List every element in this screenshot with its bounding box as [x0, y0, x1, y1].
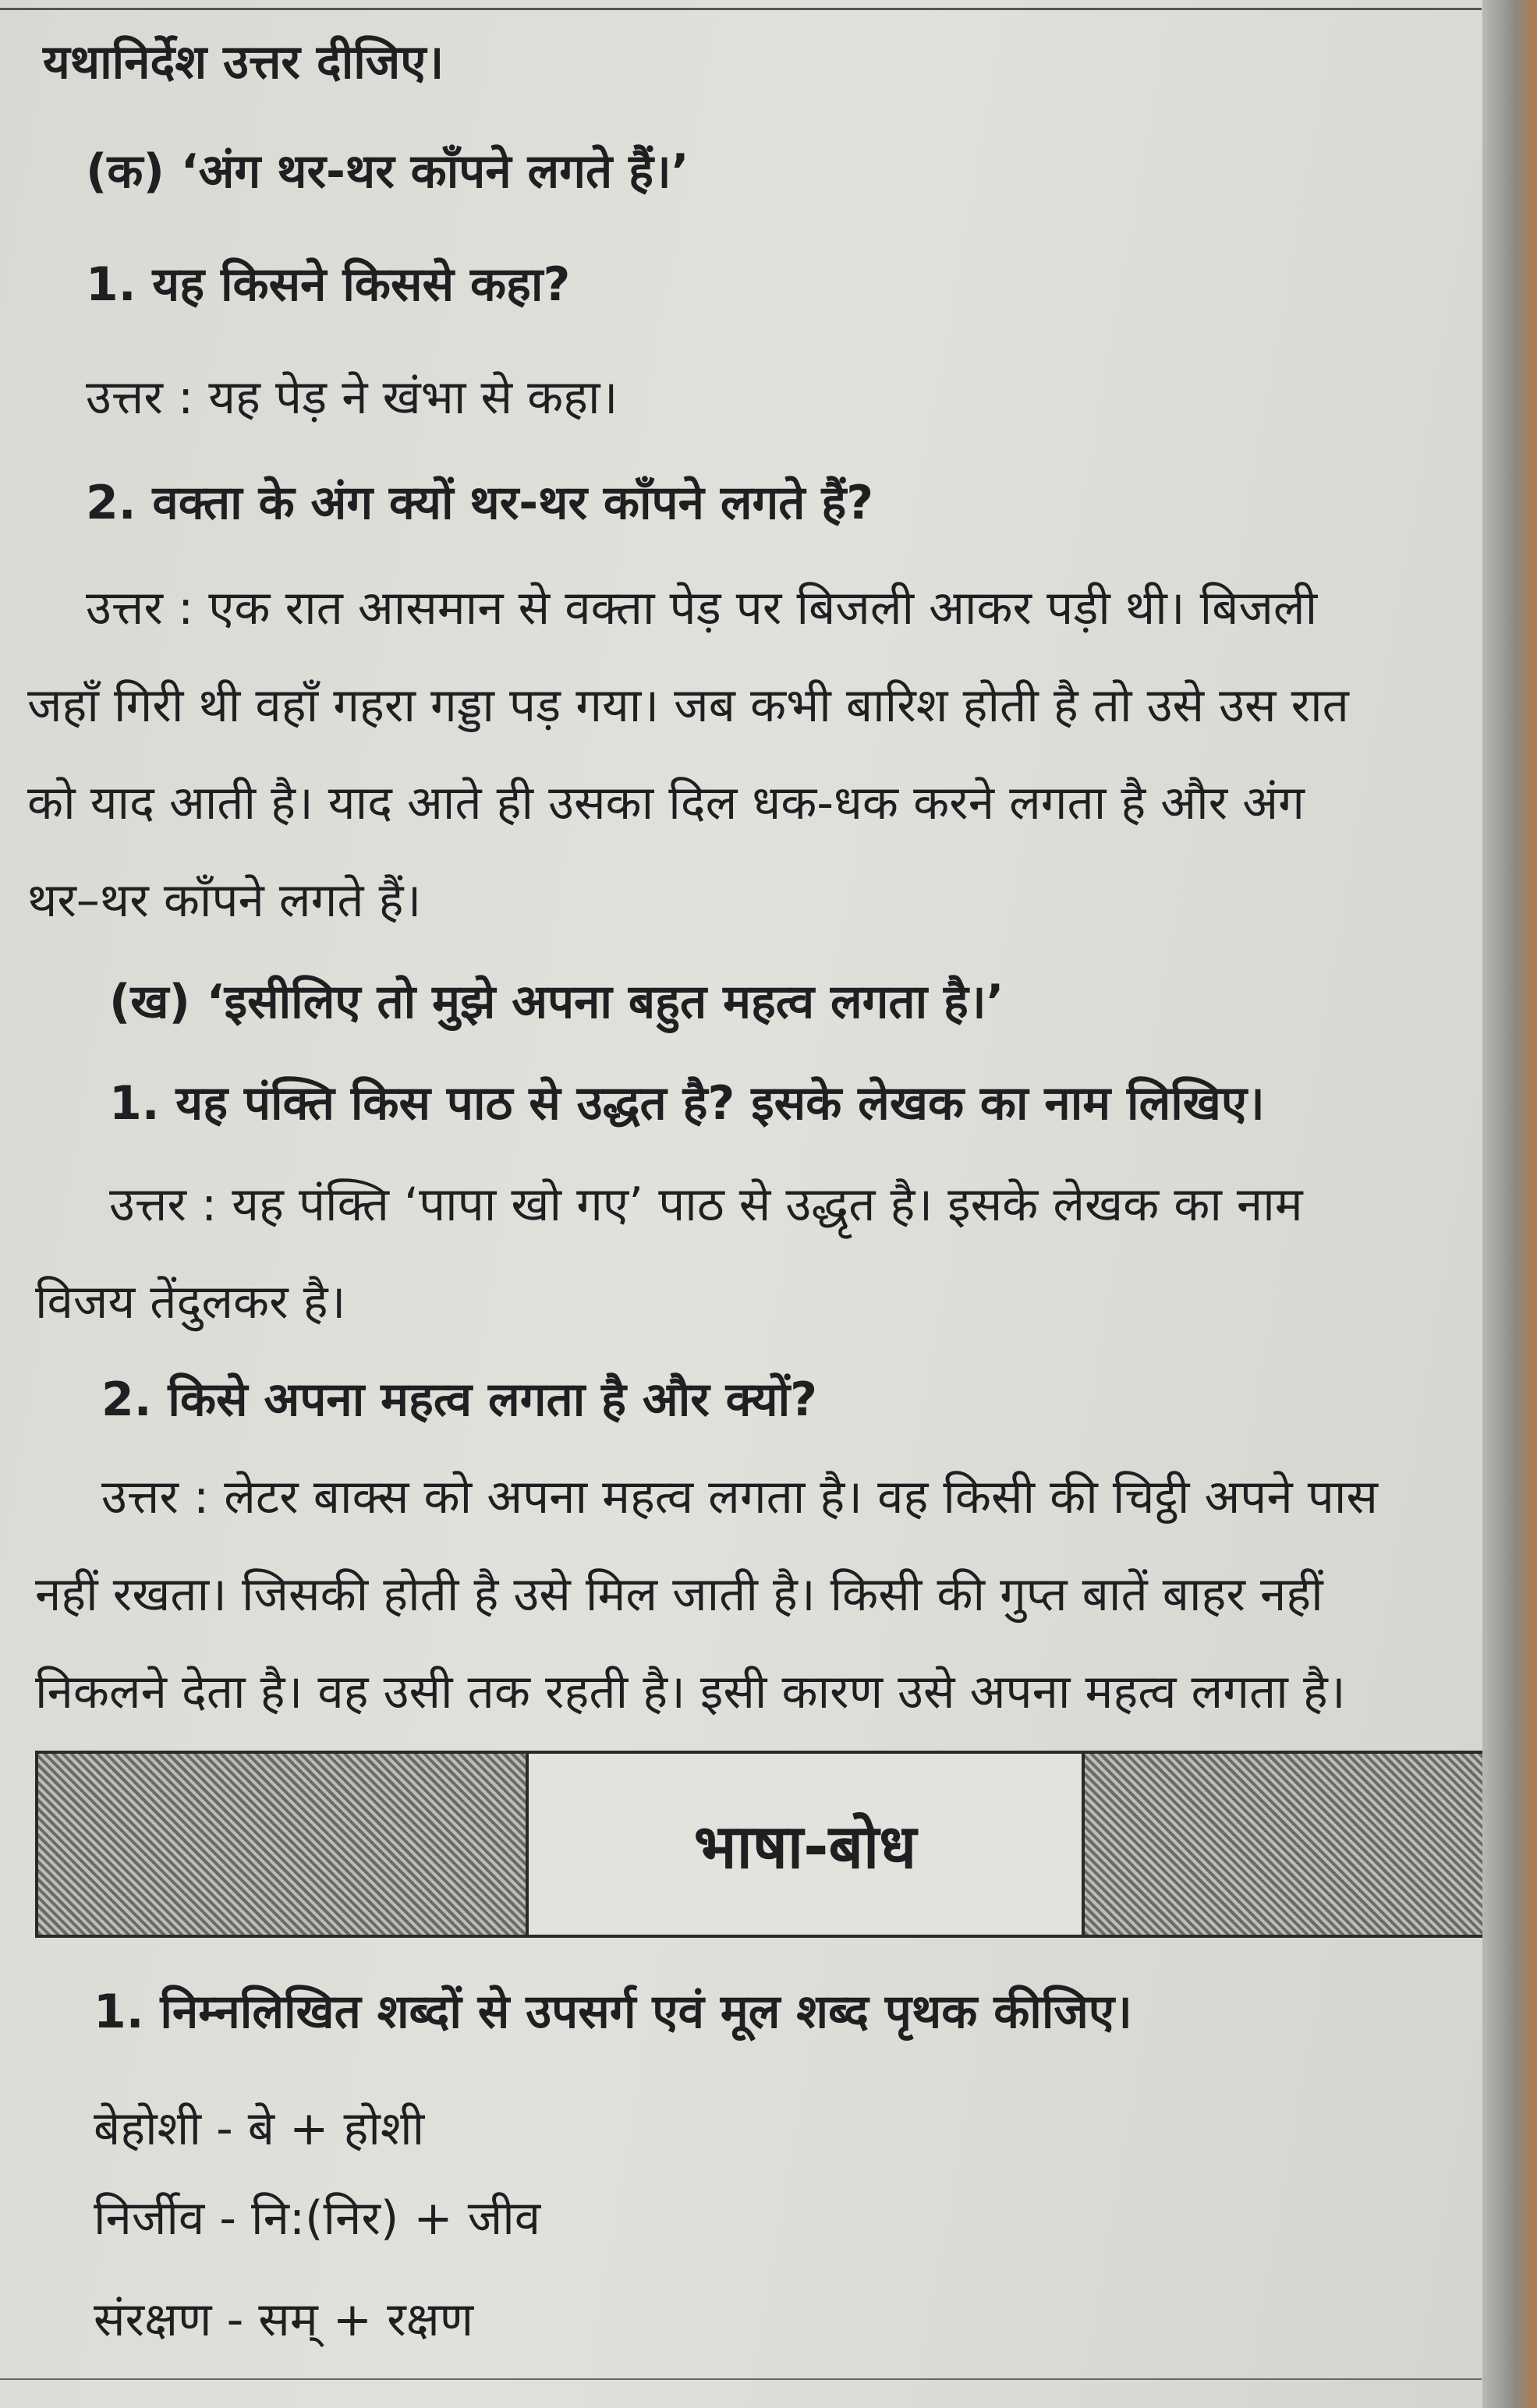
answer-kha-1-line-1: उत्तर : यह पंक्ति ‘पापा खो गए’ पाठ से उद्धृत है। इसके लेखक का नाम [109, 1177, 1303, 1232]
question-kha-2: 2. किसे अपना महत्व लगता है और क्यों? [101, 1372, 817, 1427]
page-edge [1482, 0, 1537, 2408]
answer-ka-2-line-2: जहाँ गिरी थी वहाँ गहरा गड्डा पड़ गया। जब कभी बारिश होती है तो उसे उस रात [27, 678, 1349, 733]
question-ka-1: 1. यह किसने किससे कहा? [86, 257, 571, 312]
instruction-heading: यथानिर्देश उत्तर दीजिए। [43, 35, 444, 90]
answer-kha-2-line-2: नहीं रखता। जिसकी होती है उसे मिल जाती है। किसी की गुप्त बातें बाहर नहीं [35, 1567, 1323, 1622]
language-question-1: 1. निम्नलिखित शब्दों से उपसर्ग एवं मूल शब्द पृथक कीजिए। [94, 1985, 1132, 2039]
section-banner [35, 1751, 1525, 1938]
question-kha-1: 1. यह पंक्ति किस पाठ से उद्धत है? इसके लेखक का नाम लिखिए। [109, 1076, 1265, 1131]
word-item-3: संरक्षण - सम् + रक्षण [94, 2293, 474, 2347]
answer-kha-2-line-1: उत्तर : लेटर बाक्स को अपना महत्व लगता है। वह किसी की चिट्ठी अपने पास [101, 1470, 1378, 1524]
answer-ka-2-line-4: थर–थर काँपने लगते हैं। [27, 873, 422, 928]
quote-ka: (क) ‘अंग थर-थर काँपने लगते हैं।’ [86, 144, 689, 199]
banner-hatch-left [38, 1754, 529, 1935]
top-rule [0, 8, 1482, 10]
answer-kha-1-line-2: विजय तेंदुलकर है। [35, 1275, 346, 1330]
question-ka-2: 2. वक्ता के अंग क्यों थर-थर काँपने लगते हैं? [86, 476, 874, 530]
answer-kha-2-line-3: निकलने देता है। वह उसी तक रहती है। इसी कारण उसे अपना महत्व लगता है। [35, 1665, 1346, 1719]
answer-ka-2-line-1: उत्तर : एक रात आसमान से वक्ता पेड़ पर बिजली आकर पड़ी थी। बिजली [86, 581, 1318, 636]
word-item-1: बेहोशी - बे + होशी [94, 2102, 425, 2156]
answer-ka-1: उत्तर : यह पेड़ ने खंभा से कहा। [86, 370, 618, 425]
bottom-rule [0, 2378, 1482, 2380]
answer-ka-2-line-3: को याद आती है। याद आते ही उसका दिल धक-धक करने लगता है और अंग [27, 776, 1305, 830]
banner-title: भाषा-बोध [529, 1754, 1082, 1935]
banner-hatch-right [1082, 1754, 1521, 1935]
word-item-2: निर्जीव - नि:(निर) + जीव [94, 2191, 541, 2246]
quote-kha: (ख) ‘इसीलिए तो मुझे अपना बहुत महत्व लगता है।’ [109, 975, 1004, 1029]
